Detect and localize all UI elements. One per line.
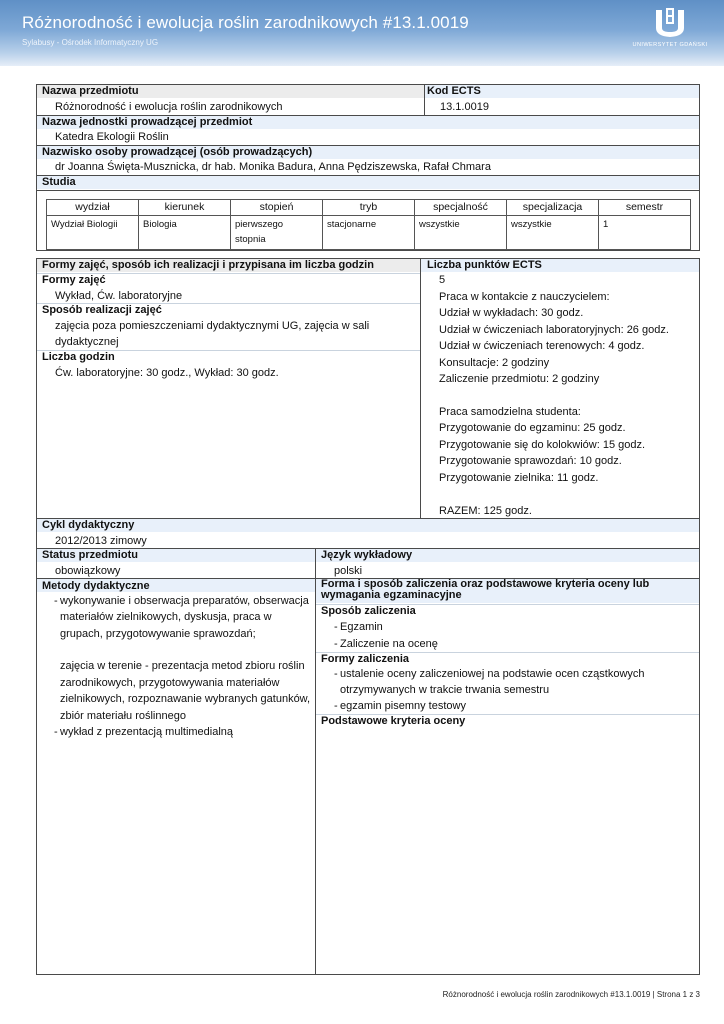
assessment-label-line-1: Forma i sposób zaliczenia oraz podstawowe kryteria oceny lub <box>321 578 650 590</box>
forms-label: Formy zajęć <box>42 274 106 286</box>
methods-item-2: wykład z prezentacją multimedialną <box>60 726 234 738</box>
ects-line: Przygotowanie się do kolokwiów: 15 godz. <box>439 439 646 451</box>
studies-header-semestr: semestr <box>625 201 664 213</box>
studies-cell-wydzial: Wydział Biologii <box>51 219 118 230</box>
ects-line: Konsultacje: 2 godziny <box>439 357 550 369</box>
ects-code-value: 13.1.0019 <box>440 101 489 113</box>
ects-points-label: Liczba punktów ECTS <box>427 259 542 271</box>
studies-header-kierunek: kierunek <box>164 201 205 213</box>
assessment-label-line-2: wymagania egzaminacyjne <box>321 589 462 601</box>
assessment-forms-item-1-line-2: otrzymywanych w trakcie trwania semestru <box>340 684 550 696</box>
hours-label: Liczba godzin <box>42 351 115 363</box>
studies-cell-tryb: stacjonarne <box>327 219 377 230</box>
method-line-1: zajęcia poza pomieszczeniami dydaktycznymi UG, zajęcia w sali <box>55 320 370 332</box>
cycle-value: 2012/2013 zimowy <box>55 535 147 547</box>
studies-label-bg <box>37 176 699 189</box>
ects-line: Przygotowanie zielnika: 11 godz. <box>439 472 599 484</box>
language-label: Język wykładowy <box>321 549 413 561</box>
studies-cell-stopien-1: pierwszego <box>235 219 284 230</box>
method-line-2: dydaktycznej <box>55 336 119 348</box>
methods-bullet: - <box>54 595 58 607</box>
methods-item-1-line: materiałów zielnikowych, dyskusja, praca w <box>60 611 272 623</box>
status-label: Status przedmiotu <box>42 549 138 561</box>
assessment-method-item: Zaliczenie na ocenę <box>340 638 438 650</box>
studies-header-specjalizacja: specjalizacja <box>522 201 583 213</box>
methods-label: Metody dydaktyczne <box>42 580 150 592</box>
studies-label: Studia <box>42 176 76 188</box>
methods-bullet: - <box>54 726 58 738</box>
assessment-criteria-label: Podstawowe kryteria oceny <box>321 715 466 727</box>
page-title: Różnorodność i ewolucja roślin zarodnikowych #13.1.0019 <box>22 13 469 32</box>
assessment-bullet: - <box>334 668 338 680</box>
assessment-forms-item-2: egzamin pisemny testowy <box>340 700 466 712</box>
university-logo <box>626 6 714 52</box>
methods-item-1-cont-line: zielnikowych, rozpoznawanie wybranych gatunków, <box>60 693 311 705</box>
lecturers-value: dr Joanna Święta-Musznicka, dr hab. Monika Badura, Anna Pędziszewska, Rafał Chmara <box>55 161 491 173</box>
methods-item-1-line: grupach, przygotowywanie sprawozdań; <box>60 628 256 640</box>
ects-line: Praca w kontakcie z nauczycielem: <box>439 291 610 303</box>
course-name-label: Nazwa przedmiotu <box>42 85 139 97</box>
unit-label: Nazwa jednostki prowadzącej przedmiot <box>42 116 253 128</box>
assessment-bullet: - <box>334 638 338 650</box>
studies-cell-specjalizacja: wszystkie <box>511 219 552 230</box>
ects-points-value: 5 <box>439 274 446 286</box>
unit-value: Katedra Ekologii Roślin <box>55 131 169 143</box>
hours-value: Ćw. laboratoryjne: 30 godz., Wykład: 30 godz. <box>55 367 279 379</box>
studies-cell-kierunek: Biologia <box>143 219 177 230</box>
status-value: obowiązkowy <box>55 565 121 577</box>
methods-item-1-line: wykonywanie i obserwacja preparatów, obserwacja <box>60 595 309 607</box>
studies-header-wydzial: wydział <box>75 201 110 213</box>
assessment-method-item: Egzamin <box>340 621 383 633</box>
assessment-forms-label: Formy zaliczenia <box>321 653 410 665</box>
university-name: UNIWERSYTET GDAŃSKI <box>632 42 708 48</box>
ects-line: Przygotowanie sprawozdań: 10 godz. <box>439 455 622 467</box>
ects-line: Udział w wykładach: 30 godz. <box>439 307 584 319</box>
ects-line: Zaliczenie przedmiotu: 2 godziny <box>439 373 600 385</box>
methods-item-1-cont-line: zbiór materiału roślinnego <box>60 710 186 722</box>
cycle-label: Cykl dydaktyczny <box>42 519 135 531</box>
method-label: Sposób realizacji zajęć <box>42 304 162 316</box>
studies-header-specjalnosc: specjalność <box>433 201 488 213</box>
lecturers-label: Nazwisko osoby prowadzącej (osób prowadzących) <box>42 146 313 158</box>
assessment-method-label: Sposób zaliczenia <box>321 605 416 617</box>
ects-line: Udział w ćwiczeniach terenowych: 4 godz. <box>439 340 645 352</box>
forms-section-label: Formy zajęć, sposób ich realizacji i przypisana im liczba godzin <box>42 259 374 271</box>
course-name-value: Różnorodność i ewolucja roślin zarodnikowych <box>55 101 283 113</box>
assessment-bullet: - <box>334 621 338 633</box>
assessment-bullet: - <box>334 700 338 712</box>
cycle-label-bg <box>37 519 699 532</box>
studies-header-tryb: tryb <box>359 201 378 213</box>
studies-cell-stopien-2: stopnia <box>235 234 266 245</box>
header-banner <box>0 0 724 66</box>
page-footer: Różnorodność i ewolucja roślin zarodnikowych #13.1.0019 | Strona 1 z 3 <box>442 990 700 999</box>
studies-cell-semestr: 1 <box>603 219 609 230</box>
forms-value: Wykład, Ćw. laboratoryjne <box>55 290 183 302</box>
methods-item-1-cont-line: zajęcia w terenie - prezentacja metod zbioru roślin <box>60 660 305 672</box>
methods-item-1-cont-line: zarodnikowych, przygotowywania materiałów <box>60 677 280 689</box>
ects-line: Praca samodzielna studenta: <box>439 406 581 418</box>
ects-line: Udział w ćwiczeniach laboratoryjnych: 26 godz. <box>439 324 669 336</box>
language-value: polski <box>334 565 363 577</box>
studies-header-stopien: stopień <box>259 201 294 213</box>
ects-code-label: Kod ECTS <box>427 85 481 97</box>
ects-total: RAZEM: 125 godz. <box>439 505 532 517</box>
assessment-forms-item-1-line-1: ustalenie oceny zaliczeniowej na podstawie ocen cząstkowych <box>340 668 645 680</box>
studies-cell-specjalnosc: wszystkie <box>419 219 460 230</box>
university-emblem-icon <box>653 6 687 38</box>
ects-line: Przygotowanie do egzaminu: 25 godz. <box>439 422 626 434</box>
page-subtitle: Sylabusy - Ośrodek Informatyczny UG <box>22 38 159 47</box>
